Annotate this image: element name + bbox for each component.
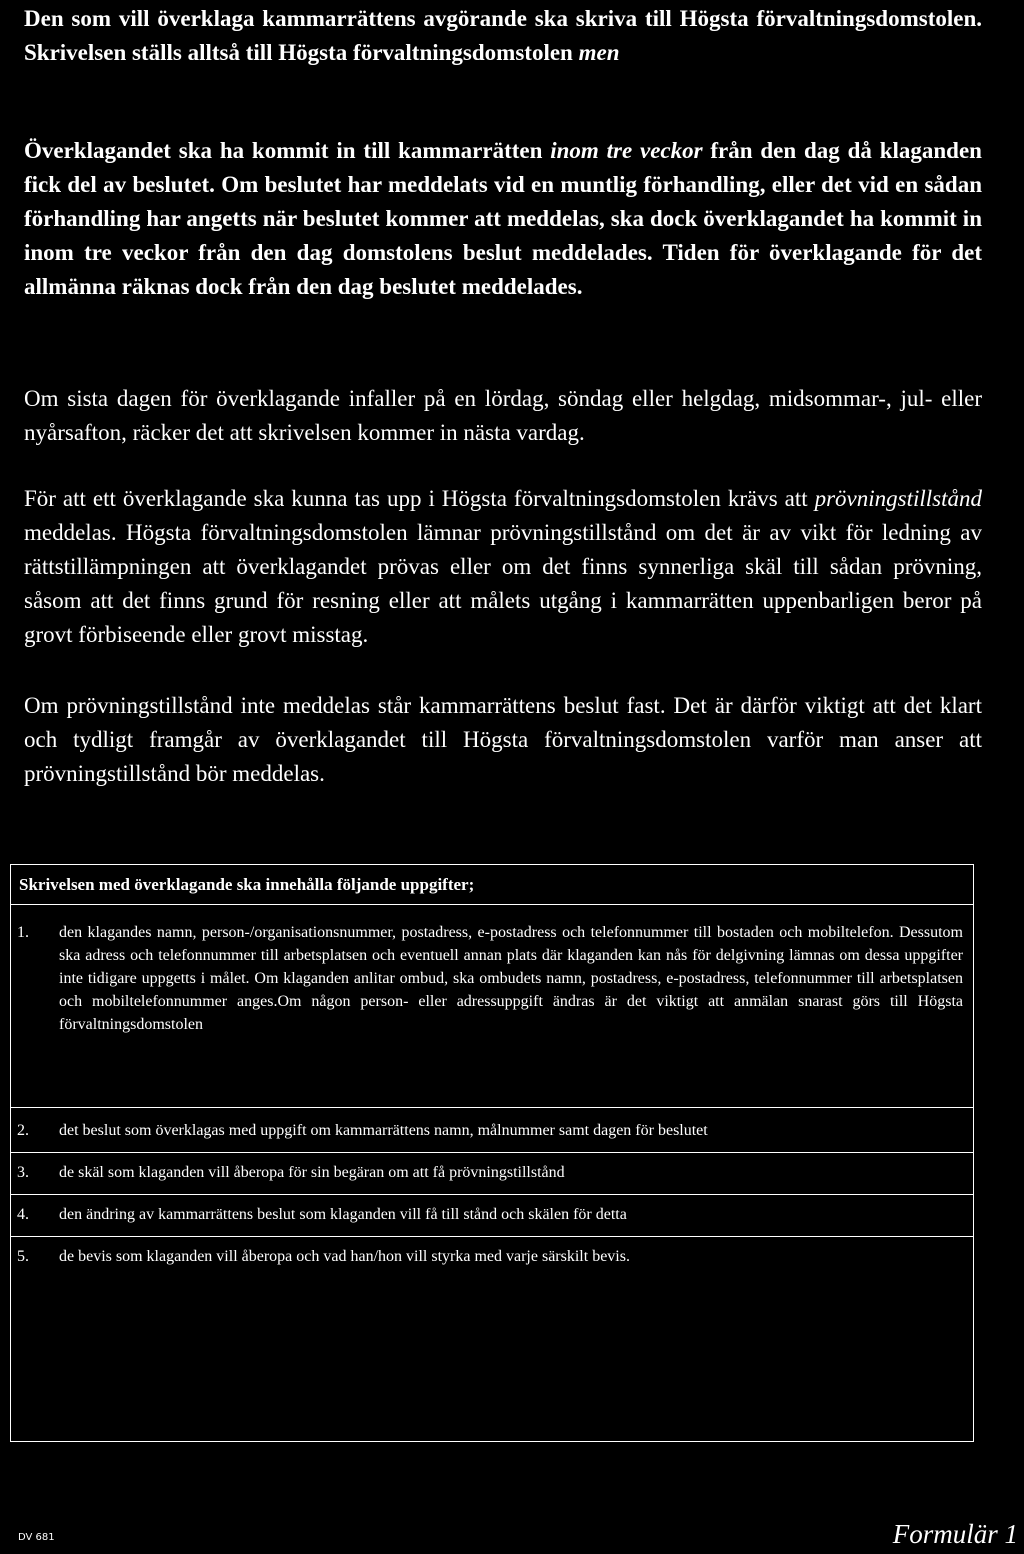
form-label: Formulär 1 [892,1519,1018,1549]
paragraph-recipient-text: Den som vill överklaga kammarrättens avgörande ska skriva till Högsta förvaltningsdomstolen. Skrivelsen ställs alltså till Högsta förvaltningsdomstolen [24,6,982,65]
paragraph-deadline-text-2: från den dag då klaganden fick del av beslutet. Om beslutet har meddelats vid en muntlig förhandling, eller det vid en sådan förhandling har angetts när beslutet kommer att meddelas, ska dock överklagandet ha kommit in inom tre veckor från den dag domstolens beslut meddelades. Tiden för överklagande för det allmänna räknas dock från den dag beslutet meddelades. [24,138,982,299]
requirement-divider [11,1152,973,1153]
paragraph-deadline [24,134,982,304]
requirement-text: det beslut som överklagas med uppgift om kammarrättens namn, målnummer samt dagen för beslutet [59,1122,708,1139]
requirement-text: den ändring av kammarrättens beslut som klaganden vill få till stånd och skälen för detta [59,1206,627,1223]
paragraph-leave-text-2: meddelas. Högsta förvaltningsdomstolen lämnar prövningstillstånd om det är av vikt för ledning av rättstillämpningen att överklagandet prövas eller om det finns synnerliga skäl till sådan prövning, såsom att det finns grund för resning eller att målets utgång i kammarrätten uppenbarligen beror på grovt förbiseende eller grovt misstag. [24,520,982,647]
paragraph-deadline-emphasis: inom tre veckor [550,138,703,163]
requirement-number: 3. [17,1164,29,1181]
paragraph-recipient-emphasis: men [578,40,620,65]
requirement-divider [11,1236,973,1237]
requirement-number: 5. [17,1248,29,1265]
requirement-text: de skäl som klaganden vill åberopa för sin begäran om att få prövningstillstånd [59,1164,565,1181]
requirement-number: 4. [17,1206,29,1223]
requirement-text: de bevis som klaganden vill åberopa och vad han/hon vill styrka med varje särskilt bevis. [59,1248,630,1265]
requirement-number: 2. [17,1122,29,1139]
paragraph-weekend-rule: Om sista dagen för överklagande infaller på en lördag, söndag eller helgdag, midsommar-, jul- eller nyårsafton, räcker det att skrivelsen kommer in nästa vardag. [24,386,982,445]
paragraph-leave-to-appeal [24,482,982,652]
paragraph-leave-text-1: För att ett överklagande ska kunna tas upp i Högsta förvaltningsdomstolen krävs att [24,486,815,511]
requirement-text: den klagandes namn, person-/organisationsnummer, postadress, e-postadress och telefonnummer till bostaden och mobiltelefon. Dessutom ska adress och telefonnummer till arbetsplatsen och eventuell annan plats där klaganden kan nås för delgivning lämnas om dessa uppgifter inte tidigare uppgetts i målet. Om klaganden anlitar ombud, ska ombudets namn, postadress, e-postadress, telefonnummer till arbetsplatsen och mobiltelefonnummer anges.Om någon person- eller adressuppgift ändras är det viktigt att anmälan snarast görs till Högsta förvaltningsdomstolen [59,924,963,1033]
requirements-heading: Skrivelsen med överklagande ska innehålla följande uppgifter; [11,865,973,905]
paragraph-leave-emphasis: prövningstillstånd [814,486,982,511]
paragraph-deadline-text-1: Överklagandet ska ha kommit in till kammarrätten [24,138,551,163]
paragraph-recipient [24,2,982,70]
paragraph-consequence: Om prövningstillstånd inte meddelas står kammarrättens beslut fast. Det är därför viktigt att det klart och tydligt framgår av överklagandet till Högsta förvaltningsdomstolen varför man anser att prövningstillstånd bör meddelas. [24,693,982,786]
requirement-number: 1. [17,924,29,941]
requirement-divider [11,1194,973,1195]
form-code: DV 681 [18,1532,55,1543]
requirement-divider [11,1107,973,1108]
requirements-box [10,864,974,1442]
